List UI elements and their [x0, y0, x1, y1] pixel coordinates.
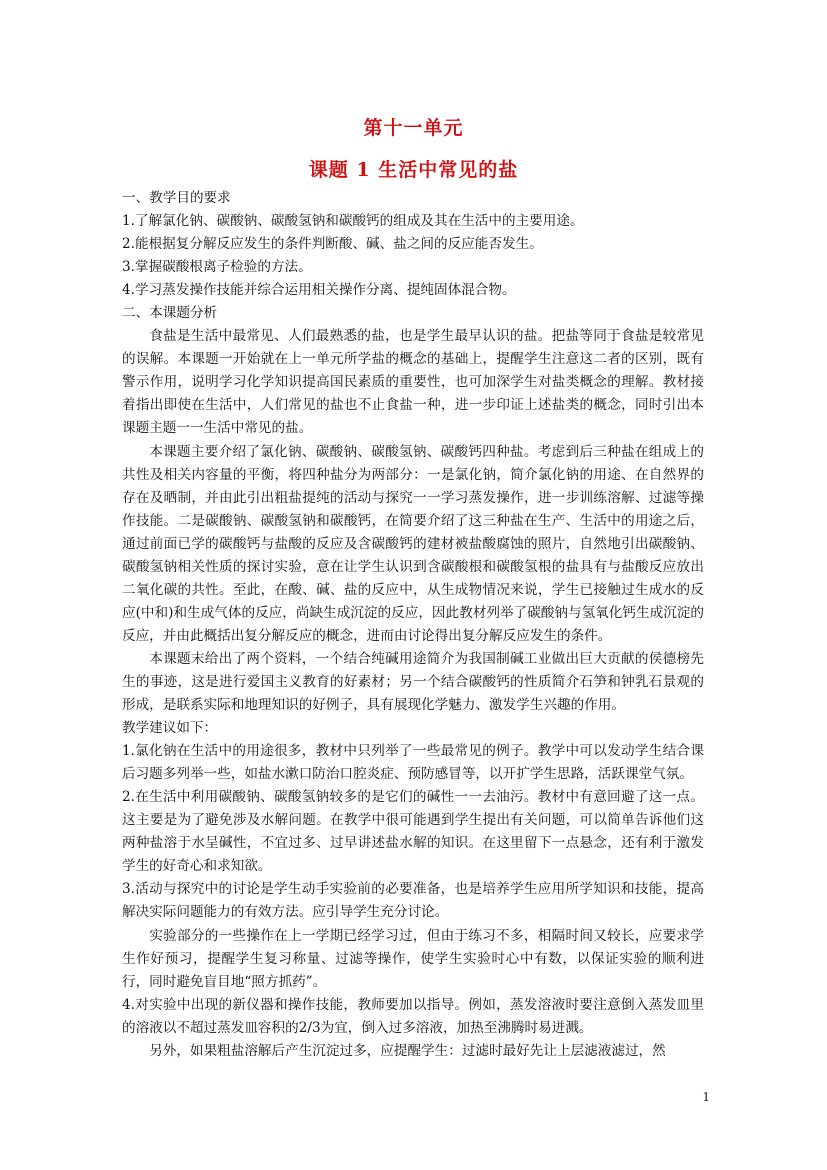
section-heading: 二、本课题分析	[122, 305, 218, 322]
paragraph: 3.活动与探究中的讨论是学生动手实验前的必要准备，也是培养学生应用所学知识和技能，提高解决实际问题能力的有效方法。应引导学生充分讨论。	[122, 881, 704, 921]
lesson-title: 课题 1 生活中常见的盐	[308, 159, 519, 181]
paragraph: 4.学习蒸发操作技能并综合运用相关操作分离、提纯固体混合物。	[122, 282, 516, 299]
paragraph: 1.了解氯化钠、碳酸钠、碳酸氢钠和碳酸钙的组成及其在生活中的主要用途。	[122, 213, 584, 230]
paragraph: 另外，如果粗盐溶解后产生沉淀过多，应提醒学生：过滤时最好先让上层滤液滤过，然	[149, 1042, 666, 1059]
paragraph: 实验部分的一些操作在上一学期已经学习过，但由于练习不多，相隔时间又较长，应要求学生作好预习，提醒学生复习称量、过滤等操作，使学生实验时心中有数，以保证实验的顺利进行，同时避免盲目地“照方抓药”。	[122, 927, 704, 990]
body-text	[122, 187, 704, 1063]
paragraph: 教学建议如下：	[122, 720, 218, 737]
paragraph: 本课题主要介绍了氯化钠、碳酸钠、碳酸氢钠、碳酸钙四种盐。考虑到后三种盐在组成上的共性及相关内容量的平衡，将四种盐分为两部分：一是氯化钠，简介氯化钠的用途、在自然界的存在及晒制，并由此引出粗盐提纯的活动与探究一一学习蒸发操作，进一步训练溶解、过滤等操作技能。二是碳酸钠、碳酸氢钠和碳酸钙，在简要介绍了这三种盐在生产、生活中的用途之后，通过前面已学的碳酸钙与盐酸的反应及含碳酸钙的建材被盐酸腐蚀的照片，自然地引出碳酸钠、碳酸氢钠相关性质的探讨实验，意在让学生认识到含碳酸根和碳酸氢根的盐具有与盐酸反应放出二氧化碳的共性。至此，在酸、碱、盐的反应中，从生成物情况来说，学生已接触过生成水的反应(中和)和生成气体的反应，尚缺生成沉淀的反应，因此教材列举了碳酸钠与氢氧化钙生成沉淀的反应，并由此概括出复分解反应的概念，进而由讨论得出复分解反应发生的条件。	[122, 443, 704, 644]
page-number: 1	[702, 1090, 710, 1104]
paragraph: 1.氯化钠在生活中的用途很多，教材中只列举了一些最常见的例子。教学中可以发动学生结合课后习题多列举一些，如盐水漱口防治口腔炎症、预防感冒等，以开扩学生思路，活跃课堂气氛。	[122, 743, 704, 783]
paragraph: 食盐是生活中最常见、人们最熟悉的盐，也是学生最早认识的盐。把盐等同于食盐是较常见的误解。本课题一开始就在上一单元所学盐的概念的基础上，提醒学生注意这二者的区别，既有警示作用，说明学习化学知识提高国民素质的重要性，也可加深学生对盐类概念的理解。教材接着指出即使在生活中，人们常见的盐也不止食盐一种，进一步印证上述盐类的概念，同时引出本课题主题一一生活中常见的盐。	[122, 328, 704, 437]
paragraph: 2.在生活中利用碳酸钠、碳酸氢钠较多的是它们的碱性一一去油污。教材中有意回避了这一点。这主要是为了避免涉及水解问题。在教学中很可能遇到学生提出有关问题，可以简单告诉他们这两种盐溶于水呈碱性，不宜过多、过早讲述盐水解的知识。在这里留下一点悬念，还有利于激发学生的好奇心和求知欲。	[122, 789, 704, 875]
unit-title: 第十一单元	[363, 117, 464, 139]
paragraph: 2.能根据复分解反应发生的条件判断酸、碱、盐之间的反应能否发生。	[122, 236, 543, 253]
paragraph: 4.对实验中出现的新仪器和操作技能，教师要加以指导。例如，蒸发溶液时要注意倒入蒸发皿里的溶液以不超过蒸发皿容积的2/3为宜，倒入过多溶液，加热至沸腾时易迸溅。	[122, 996, 704, 1036]
paragraph: 本课题末给出了两个资料，一个结合纯碱用途简介为我国制碱工业做出巨大贡献的侯德榜先生的事迹，这是进行爱国主义教育的好素材；另一个结合碳酸钙的性质简介石笋和钟乳石景观的形成，是联系实际和地理知识的好例子，具有展现化学魅力、激发学生兴趣的作用。	[122, 650, 704, 714]
paragraph: 3.掌握碳酸根离子检验的方法。	[122, 259, 312, 276]
section-heading: 一、教学目的要求	[122, 190, 231, 206]
